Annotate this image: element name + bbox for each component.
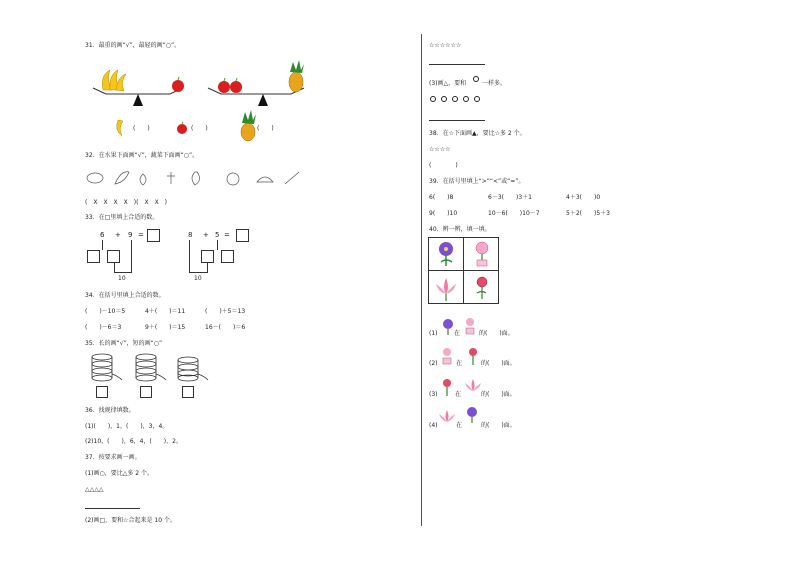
q31-answer-3[interactable]: ( )	[257, 125, 274, 132]
spring-coils	[88, 352, 218, 384]
q37-part2: (2)画□，要和☆合起来是 10 个。	[85, 517, 176, 524]
q33-left-a: 6	[100, 231, 105, 239]
balance-scales	[88, 60, 328, 110]
q31-answer-1[interactable]: ( )	[133, 125, 150, 132]
q33-left-answer-box[interactable]	[147, 229, 160, 242]
q35-box-2[interactable]	[140, 386, 152, 398]
pink-flower-pot-icon	[463, 316, 477, 336]
q34-r2-c3[interactable]: 16－( )＝6	[205, 324, 246, 331]
q33-left-eq: =	[138, 231, 144, 239]
stars-answer-line[interactable]	[429, 64, 485, 65]
part3-pre: (3)画△，要和	[429, 80, 467, 87]
q34-r2-c1[interactable]: ( )－6＝3	[85, 324, 122, 331]
apple-icon	[175, 121, 189, 135]
f4-zai: 在	[456, 422, 463, 429]
q36-row1[interactable]: (1)( )，1，( )，3，4。	[85, 423, 169, 430]
f3-tail[interactable]: 的( )面。	[481, 391, 516, 398]
f2-tail[interactable]: 的( )面。	[481, 360, 516, 367]
circle-icon	[463, 96, 469, 102]
f4-num: (4)	[429, 422, 438, 429]
q32-answers[interactable]: ( X X X X )( X X )	[85, 199, 168, 206]
q33-right-eq: =	[224, 231, 230, 239]
q39-r1-c3[interactable]: 4＋3( )0	[566, 194, 601, 201]
banana-icon	[114, 118, 134, 138]
q35-title: 35．长的画“√”，短的画“○”	[85, 340, 163, 347]
circle-icon	[441, 96, 447, 102]
lotus-flower-icon	[430, 274, 462, 302]
q39-r1-c1[interactable]: 6( )8	[429, 194, 454, 201]
f1-zai: 在	[454, 330, 461, 337]
q34-r1-c2[interactable]: 4＋( )＝11	[145, 308, 186, 315]
q33-left-op: +	[115, 231, 121, 239]
q31-title: 31．最重的画“√”，最轻的画“○”。	[85, 42, 181, 49]
q33-right-split-box-2[interactable]	[221, 250, 234, 263]
circle-icon	[473, 76, 479, 82]
pink-flower-pot-icon	[440, 346, 454, 366]
circle-icon	[430, 96, 436, 102]
q33-right-op: +	[203, 231, 209, 239]
q33-title: 33．在□里填上合适的数。	[85, 214, 159, 221]
f1-num: (1)	[429, 330, 438, 337]
stars-row: ☆☆☆☆☆☆	[429, 42, 462, 49]
f2-num: (2)	[429, 360, 438, 367]
violet-flower-icon	[464, 406, 480, 424]
q33-right-b: 5	[215, 231, 220, 239]
q33-right-a: 8	[188, 231, 193, 239]
f2-zai: 在	[456, 360, 463, 367]
q39-title: 39．在括号里填上“>”“<”或“=”。	[429, 178, 525, 185]
q38-answer[interactable]: ( )	[429, 162, 458, 169]
q38-stars: ☆☆☆☆	[429, 146, 451, 153]
part3-post: 一样多。	[482, 80, 507, 87]
q31-answer-2[interactable]: ( )	[191, 125, 208, 132]
q37-part1-answer-line[interactable]	[85, 508, 140, 509]
part3-answer-line[interactable]	[429, 120, 485, 121]
q33-right-split-box-1[interactable]	[201, 250, 214, 263]
q36-row2[interactable]: (2)10，( )，6，4，( )，2。	[85, 438, 182, 445]
q33-left-split-box-1[interactable]	[87, 250, 100, 263]
violet-flower-icon	[432, 240, 460, 268]
q37-part1-shapes: △△△△	[85, 486, 104, 493]
red-rose-icon	[440, 377, 454, 397]
q33-left-split-box-2[interactable]	[107, 250, 120, 263]
q37-part1: (1)画○，要比△多 2 个。	[85, 470, 153, 477]
q37-title: 37．按要求画一画。	[85, 454, 141, 461]
q35-box-1[interactable]	[96, 386, 108, 398]
f3-num: (3)	[429, 391, 438, 398]
pink-flower-pot-icon	[468, 240, 496, 268]
fruit-vegetable-sketches	[85, 168, 305, 188]
q33-right-answer-box[interactable]	[236, 229, 249, 242]
circle-icon	[452, 96, 458, 102]
lotus-flower-icon	[436, 407, 458, 427]
q38-title: 38．在☆下面画▲，要比☆多 2 个。	[429, 130, 526, 137]
red-rose-icon	[466, 346, 480, 366]
q33-left-b: 9	[128, 231, 133, 239]
column-divider	[421, 34, 422, 526]
f1-tail[interactable]: 的( )面。	[479, 330, 514, 337]
q40-title: 40．辨一辨，填一填。	[429, 226, 491, 233]
q34-title: 34．在括号里填上合适的数。	[85, 292, 165, 299]
q33-left-sum: 10	[118, 275, 126, 282]
f4-tail[interactable]: 的( )面。	[481, 422, 516, 429]
q39-r2-c3[interactable]: 5＋2( )5＋3	[566, 210, 610, 217]
circle-icon	[474, 96, 480, 102]
q39-r2-c1[interactable]: 9( )10	[429, 210, 458, 217]
q33-left-branch	[102, 240, 103, 250]
f3-zai: 在	[455, 391, 462, 398]
q32-title: 32．在水果下面画“√”，蔬菜下面画“○”。	[85, 152, 199, 159]
pineapple-icon	[238, 110, 258, 142]
q35-box-3[interactable]	[182, 386, 194, 398]
q33-right-sum: 10	[194, 275, 202, 282]
q34-r2-c2[interactable]: 9＋( )＝15	[145, 324, 186, 331]
q39-r2-c2[interactable]: 10－6( )10－7	[488, 210, 540, 217]
q36-title: 36．找规律填数。	[85, 407, 135, 414]
q34-r1-c3[interactable]: ( )＋5＝13	[205, 308, 246, 315]
q34-r1-c1[interactable]: ( )－10＝5	[85, 308, 126, 315]
q39-r1-c2[interactable]: 6－3( )3＋1	[488, 194, 532, 201]
red-rose-icon	[470, 274, 494, 302]
